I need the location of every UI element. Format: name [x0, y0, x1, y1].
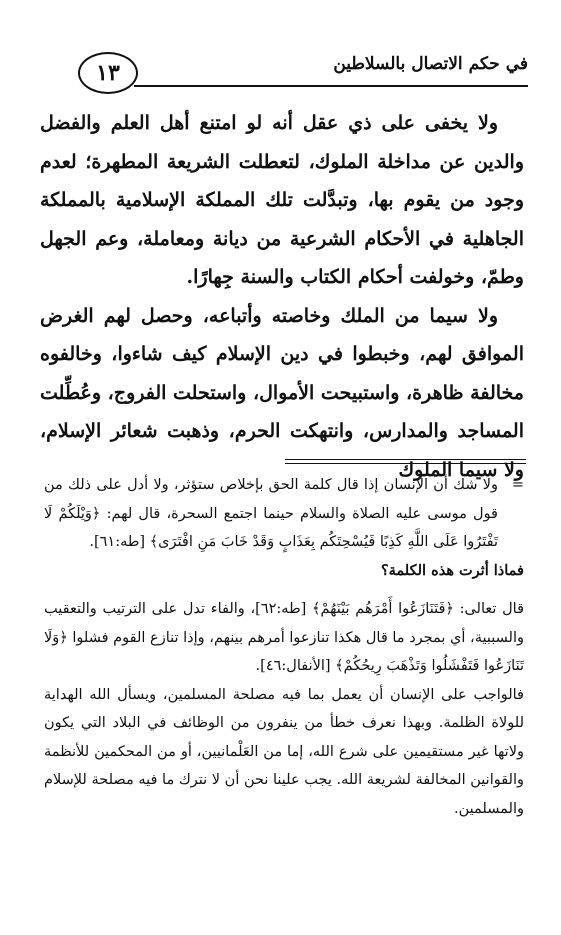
footnote-separator — [285, 459, 526, 460]
footnote-question: فماذا أثرت هذه الكلمة؟ — [380, 561, 524, 579]
footnote — [44, 471, 524, 823]
footnote-body — [44, 595, 524, 823]
footnote-separator — [285, 463, 526, 464]
main-paragraph: ولا سيما من الملك وخاصته وأتباعه، وحصل لهم الغرض الموافق لهم، وخبطوا في دين الإسلام كيف شاءوا، وخالفوه مخالفة ظاهرة، واستبيحت الأموال، واستحلت الفروج، وعُطِّلت المساجد والمدارس، وانتهكت الحرم، وذهبت شعائر الإسلام، ولا سيما الملوك — [40, 304, 524, 481]
page-number-frame — [78, 52, 138, 94]
footnote-paragraph: قال تعالى: ﴿فَتَنَازَعُوا أَمْرَهُم بَيْنَهُمْ﴾ [طه:٦٢]، والفاء تدل على الترتيب والتعقيب والسببية، أي بمجرد ما قال هكذا تنازعوا أمرهم بينهم، وإذا تنازع القوم فشلوا ﴿وَلَا تَنَازَعُوا فَتَفْشَلُوا وَتَذْهَبَ رِيحُكُمْ﴾ [الأنفال:٤٦]. — [44, 601, 524, 674]
main-text — [40, 104, 524, 489]
footnote-lead — [44, 471, 524, 557]
running-title: في حكم الاتصال بالسلاطين — [333, 54, 528, 74]
footnote-text: ولا شك أن الإنسان إذا قال كلمة الحق بإخلاص ستؤثر، ولا أدل على ذلك من قول موسى عليه الصلاة والسلام حينما اجتمع السحرة، قال لهم: ﴿وَيْلَكُمْ لَا تَفْتَرُوا عَلَى اللَّهِ كَذِبًا فَيُسْحِتَكُم بِعَذَابٍ وَقَدْ خَابَ مَنِ افْتَرَى﴾ [طه:٦١]. — [44, 477, 498, 550]
page-number: ١٣ — [96, 60, 120, 86]
header-rule — [134, 85, 528, 87]
main-paragraph: ولا يخفى على ذي عقل أنه لو امتنع أهل العلم والفضل والدين عن مداخلة الملوك، لتعطلت الشريعة المطهرة؛ لعدم وجود من يقوم بها، وتبدَّلت تلك المملكة الإسلامية بالمملكة الجاهلية في الأحكام الشرعية من ديانة ومعاملة، وعم الجهل وطمّ، وخولفت أحكام الكتاب والسنة جِهارًا. — [40, 112, 524, 288]
page-header — [78, 52, 528, 92]
footnote-paragraph: فالواجب على الإنسان أن يعمل بما فيه مصلحة المسلمين، ويسأل الله الهداية للولاة الظلمة. وبهذا نعرف خطأ من ينفرون من الوظائف في البلاد التي يكون ولاتها غير مستقيمين على شرع الله، إما من العَلْمانيين، أو من المحكمين للأنظمة والقوانين المخالفة لشريعة الله. يجب علينا نحن أن لا نترك ما فيه مصلحة للإسلام والمسلمين. — [44, 686, 524, 817]
continuation-mark: = — [511, 477, 524, 493]
